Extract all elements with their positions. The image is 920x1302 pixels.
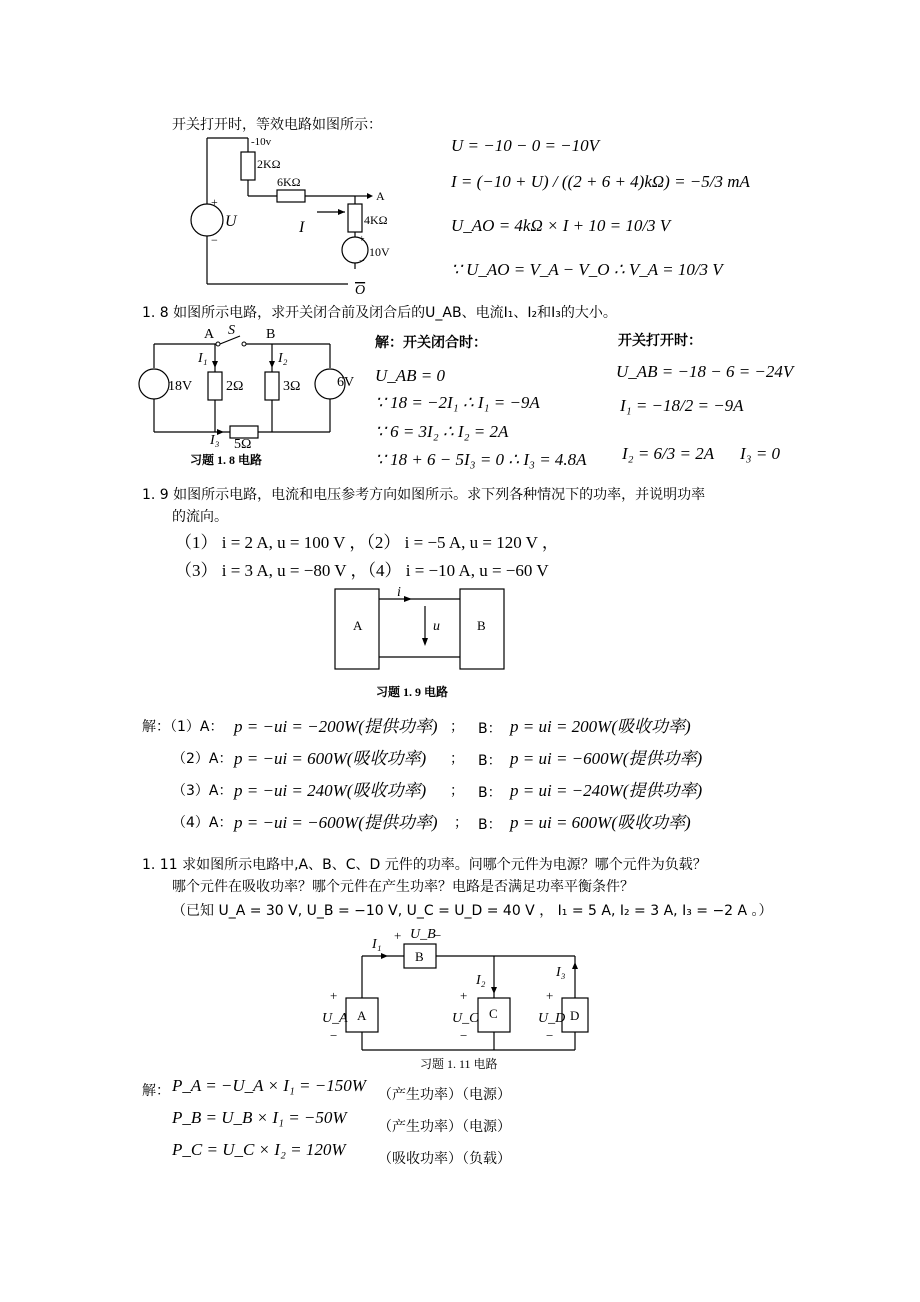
p19-current: i: [397, 585, 401, 600]
p19-circuit-figure: [330, 584, 510, 704]
p111-box-d: D: [570, 1008, 580, 1023]
p18-switch: S: [228, 323, 235, 338]
fig1-node-a: A: [376, 189, 385, 203]
p111-ud-minus: −: [546, 1028, 554, 1043]
p18-r-bottom: 5Ω: [234, 437, 252, 452]
p111-ua-minus: −: [330, 1028, 338, 1043]
p18-closed-title: 解：开关闭合时：: [375, 335, 487, 351]
p111-ub: U_B: [410, 927, 436, 942]
p111-ub-plus: +: [394, 928, 402, 943]
p111-sol-2-eq: P_B = U_B × I₁ = −50W: [172, 1108, 347, 1127]
p111-given: （已知 U_A = 30 V, U_B = −10 V, U_C = U_D = 40 V ， I₁ = 5 A, I₂ = 3 A, I₃ = −2 A 。）: [172, 903, 773, 919]
fig1-eq-4: ∵ U_AO = V_A − V_O ∴ V_A = 10/3 V: [451, 260, 723, 279]
equivalent-circuit-figure: [195, 132, 415, 302]
p111-box-c: C: [489, 1006, 498, 1021]
fig1-r1: 2KΩ: [257, 157, 281, 171]
p111-box-b: B: [415, 949, 424, 964]
p19-sol-2-a: p = −ui = 600W(吸收功率): [234, 749, 427, 768]
fig1-src-v: 10V: [369, 245, 390, 259]
p18-i1: I₁: [198, 351, 208, 366]
p19-sol-4-a: p = −ui = −600W(提供功率): [234, 813, 438, 832]
p111-ub-minus: −: [434, 928, 442, 943]
fig1-plus-top: +: [211, 195, 218, 209]
p18-open-eq-3: I₂ = 6/3 = 2A: [622, 444, 715, 463]
p111-sol-3-eq: P_C = U_C × I₂ = 120W: [172, 1140, 346, 1159]
p18-i2: I₂: [278, 351, 288, 366]
p18-open-eq-1: U_AB = −18 − 6 = −24V: [616, 362, 794, 381]
p19-heading-1: 1. 9 如图所示电路，电流和电压参考方向如图所示。求下列各种情况下的功率，并说明功率: [142, 487, 706, 503]
p19-sol-4-label: （4）A：: [172, 815, 233, 831]
p19-box-a: A: [353, 618, 363, 633]
p19-sol-3-sep: ；: [450, 783, 464, 799]
p111-box-a: A: [357, 1008, 367, 1023]
p19-cases-2: （3） i = 3 A, u = −80 V ，（4） i = −10 A, u = −60 V: [175, 561, 549, 580]
p19-box-b: B: [477, 618, 486, 633]
p19-sol-2-b: p = ui = −600W(提供功率): [510, 749, 703, 768]
p111-sol-1-note: （产生功率）（电源）: [378, 1087, 511, 1103]
fig1-src-u: U: [225, 213, 237, 230]
p19-sol-2-b-label: B：: [478, 753, 502, 769]
p18-v-right: 6V: [337, 375, 355, 390]
p19-sol-3-b-label: B：: [478, 785, 502, 801]
fig1-plus-src: +: [359, 234, 365, 245]
p19-sol-1-label: 解：（1）A：: [142, 719, 224, 735]
p18-closed-eq-3: ∵ 6 = 3I₂ ∴ I₂ = 2A: [375, 422, 509, 441]
p19-sol-1-b: p = ui = 200W(吸收功率): [510, 717, 691, 736]
p18-node-b: B: [266, 327, 276, 342]
fig1-current: I: [299, 219, 305, 236]
p18-v-left: 18V: [168, 379, 193, 394]
p18-closed-eq-1: U_AB = 0: [375, 366, 446, 385]
p19-sol-4-b: p = ui = 600W(吸收功率): [510, 813, 691, 832]
p19-sol-4-b-label: B：: [478, 817, 502, 833]
p111-sol-3-note: （吸收功率）（负载）: [378, 1151, 511, 1167]
fig1-v-top: -10v: [251, 136, 272, 148]
p18-open-eq-4: I₃ = 0: [740, 444, 781, 463]
p18-open-title: 开关打开时：: [618, 333, 702, 349]
p111-sol-1-eq: P_A = −U_A × I₁ = −150W: [172, 1076, 366, 1095]
p111-ud-plus: +: [546, 988, 554, 1003]
fig1-minus-bot: −: [211, 233, 218, 247]
p111-i3: I₃: [556, 965, 566, 980]
p18-heading: 1. 8 如图所示电路，求开关闭合前及闭合后的U_AB、电流I₁、I₂和I₃的大小。: [142, 305, 617, 321]
p111-sol-label: 解：: [142, 1083, 170, 1099]
p111-heading-2: 哪个元件在吸收功率？哪个元件在产生功率？电路是否满足功率平衡条件？: [172, 879, 634, 895]
p19-cases-1: （1） i = 2 A, u = 100 V ，（2） i = −5 A, u = 120 V ，: [175, 533, 559, 552]
p111-ua-plus: +: [330, 988, 338, 1003]
p19-voltage: u: [433, 619, 440, 634]
p111-caption: 习题 1. 11 电路: [420, 1057, 498, 1071]
p111-sol-2-note: （产生功率）（电源）: [378, 1119, 511, 1135]
p18-r-left: 2Ω: [226, 379, 244, 394]
p18-open-eq-2: I₁ = −18/2 = −9A: [620, 396, 744, 415]
p111-heading-1: 1. 11 求如图所示电路中,A、B、C、D 元件的功率。问哪个元件为电源？哪个元件为负载？: [142, 857, 707, 873]
fig1-r3: 4KΩ: [364, 213, 388, 227]
p111-uc-plus: +: [460, 988, 468, 1003]
fig1-eq-1: U = −10 − 0 = −10V: [451, 136, 600, 155]
fig1-node-o: O: [355, 283, 366, 298]
p18-closed-eq-4: ∵ 18 + 6 − 5I₃ = 0 ∴ I₃ = 4.8A: [375, 450, 587, 469]
p111-uc: U_C: [452, 1011, 479, 1026]
p19-sol-2-sep: ；: [450, 751, 464, 767]
p111-uc-minus: −: [460, 1028, 468, 1043]
p19-sol-2-label: （2）A：: [172, 751, 233, 767]
fig1-r2: 6KΩ: [277, 175, 301, 189]
fig1-eq-2: I = (−10 + U) / ((2 + 6 + 4)kΩ) = −5/3 mA: [451, 172, 750, 191]
p18-circuit-figure: [140, 324, 365, 469]
fig1-eq-3: U_AO = 4kΩ × I + 10 = 10/3 V: [451, 216, 671, 235]
p19-sol-3-b: p = ui = −240W(提供功率): [510, 781, 703, 800]
p111-circuit-figure: [316, 918, 606, 1073]
p19-sol-3-label: （3）A：: [172, 783, 233, 799]
p18-closed-eq-2: ∵ 18 = −2I₁ ∴ I₁ = −9A: [375, 393, 540, 412]
p19-sol-1-sep: ；: [450, 719, 464, 735]
intro-line: 开关打开时，等效电路如图所示：: [172, 117, 382, 133]
p111-ua: U_A: [322, 1011, 348, 1026]
p18-i3: I₃: [210, 433, 220, 448]
p19-caption: 习题 1. 9 电路: [376, 685, 449, 699]
p18-caption: 习题 1. 8 电路: [190, 453, 263, 467]
p19-sol-4-sep: ；: [454, 815, 468, 831]
p18-r-mid: 3Ω: [283, 379, 301, 394]
p19-sol-1-b-label: B：: [478, 721, 502, 737]
p111-i2: I₂: [476, 973, 486, 988]
p111-ud: U_D: [538, 1011, 566, 1026]
p19-heading-2: 的流向。: [172, 509, 228, 525]
p19-sol-3-a: p = −ui = 240W(吸收功率): [234, 781, 427, 800]
p111-i1: I₁: [372, 937, 382, 952]
fig1-minus-src: −: [359, 256, 365, 267]
p18-node-a: A: [204, 327, 215, 342]
p19-sol-1-a: p = −ui = −200W(提供功率): [234, 717, 438, 736]
